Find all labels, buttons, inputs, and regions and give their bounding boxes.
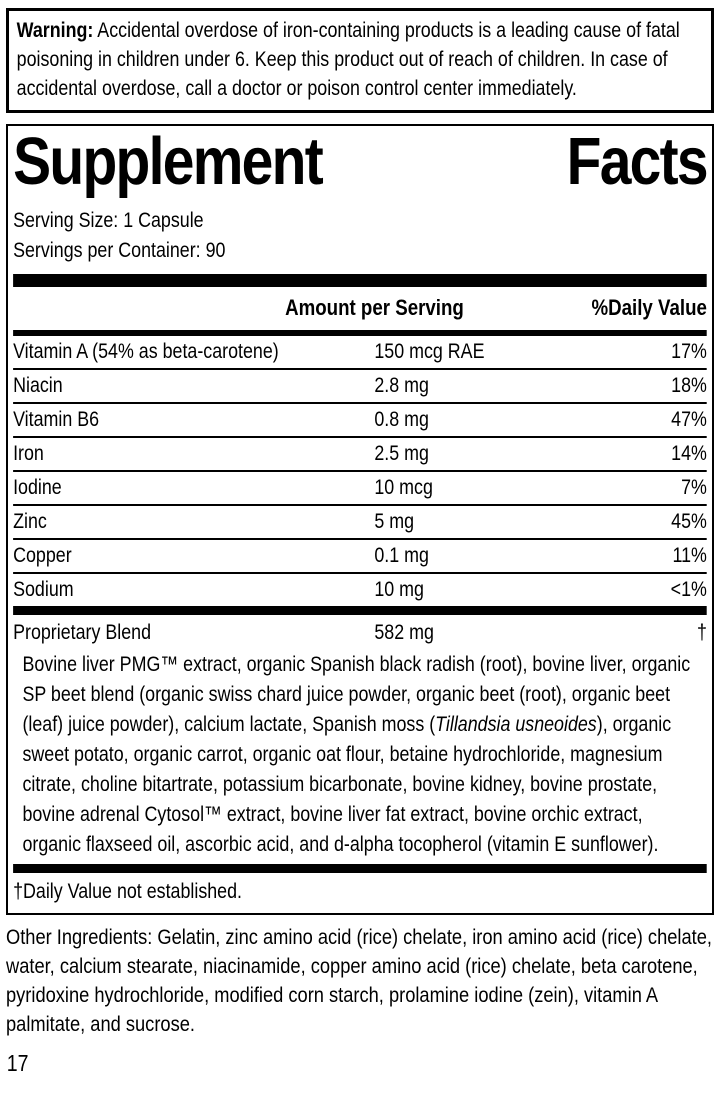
nutrient-amount: 2.8 mg	[374, 374, 429, 397]
blend-name: Proprietary Blend	[13, 621, 152, 644]
nutrient-daily-value: 47%	[671, 408, 707, 431]
daily-value-column-header: %Daily Value	[591, 295, 707, 320]
heavy-divider-top	[13, 274, 707, 287]
nutrient-amount: 10 mcg	[374, 476, 433, 499]
warning-body: Accidental overdose of iron-containing products is a leading cause of fatal poisoning in children under 6. Keep this product out of reach of children. In case of accidental overdose, call a doctor or poison control center immediately.	[16, 19, 680, 100]
nutrient-daily-value: 18%	[671, 374, 707, 397]
nutrient-name: Vitamin B6	[13, 408, 100, 431]
nutrient-amount: 150 mcg RAE	[374, 340, 485, 363]
nutrient-name: Niacin	[13, 374, 63, 397]
nutrient-name: Copper	[13, 544, 72, 567]
blend-ingredients-part1: Bovine liver PMG™ extract, organic Spanish black radish (root), bovine liver, organic SP beet blend (organic swiss chard juice powder, organic beet (root), organic beet (leaf) juice powder), calcium lactate, Spanish moss (	[22, 653, 691, 736]
nutrient-daily-value: 7%	[681, 476, 707, 499]
nutrient-row-sodium	[13, 572, 707, 606]
nutrient-row-iodine	[13, 470, 707, 504]
nutrient-row-vitamin-b6	[13, 402, 707, 436]
proprietary-blend-row	[13, 615, 707, 648]
nutrient-row-vitamin-a	[13, 336, 707, 368]
nutrient-daily-value: 17%	[671, 340, 707, 363]
nutrient-daily-value: 11%	[672, 544, 707, 567]
serving-info	[13, 206, 707, 266]
other-ingredients-text: Other Ingredients: Gelatin, zinc amino acid (rice) chelate, iron amino acid (rice) chelate, water, calcium stearate, niacinamide, copper amino acid (rice) chelate, beta carotene, pyridoxine hydrochloride, modified corn starch, prolamine iodine (zein), vitamin A palmitate, and sucrose.	[6, 925, 712, 1036]
nutrient-amount: 0.8 mg	[374, 408, 429, 431]
title-word-supplement: Supplement	[13, 124, 323, 199]
nutrient-name: Iodine	[13, 476, 62, 499]
nutrient-name: Zinc	[13, 510, 47, 533]
warning-box	[6, 8, 714, 113]
supplement-facts-panel	[6, 124, 714, 915]
nutrient-name: Iron	[13, 442, 44, 465]
nutrient-amount: 10 mg	[374, 578, 424, 601]
page-number: 17	[6, 1050, 29, 1076]
heavy-divider-footnote	[13, 864, 707, 873]
blend-daily-value: †	[696, 621, 707, 644]
title-word-facts: Facts	[566, 124, 707, 199]
servings-per-container: Servings per Container: 90	[13, 239, 226, 262]
warning-text	[17, 16, 704, 103]
nutrient-amount: 2.5 mg	[374, 442, 429, 465]
nutrient-amount: 5 mg	[374, 510, 415, 533]
column-header-row	[13, 287, 707, 330]
nutrient-row-zinc	[13, 504, 707, 538]
nutrient-row-copper	[13, 538, 707, 572]
page-number-wrap	[0, 1050, 720, 1077]
species-name-italic: Tillandsia usneoides	[435, 713, 597, 736]
heavy-divider-blend	[13, 606, 707, 615]
daily-value-footnote: †Daily Value not established.	[13, 880, 242, 903]
nutrient-name: Vitamin A (54% as beta-carotene)	[13, 340, 279, 363]
nutrient-daily-value: 14%	[671, 442, 707, 465]
other-ingredients-section	[6, 923, 714, 1039]
nutrient-name: Sodium	[13, 578, 74, 601]
nutrient-row-niacin	[13, 368, 707, 402]
nutrient-row-iron	[13, 436, 707, 470]
warning-label: Warning:	[16, 19, 94, 42]
serving-size: Serving Size: 1 Capsule	[13, 209, 204, 232]
supplement-facts-title	[13, 124, 707, 199]
blend-ingredients-part2: ), organic sweet potato, organic carrot, organic oat flour, betaine hydrochloride, magnesium citrate, choline bitartrate, potassium bicarbonate, bovine kidney, bovine prostate, bovine adrenal Cytosol™ extract, bovine liver fat extract, bovine orchic extract, organic flaxseed oil, ascorbic acid, and d-alpha tocopherol (vitamin E sunflower).	[22, 713, 672, 856]
nutrient-daily-value: <1%	[670, 578, 707, 601]
nutrient-amount: 0.1 mg	[374, 544, 429, 567]
amount-column-header: Amount per Serving	[285, 295, 464, 320]
blend-ingredients-text	[13, 648, 707, 864]
blend-amount: 582 mg	[374, 621, 434, 644]
nutrient-daily-value: 45%	[671, 510, 707, 533]
